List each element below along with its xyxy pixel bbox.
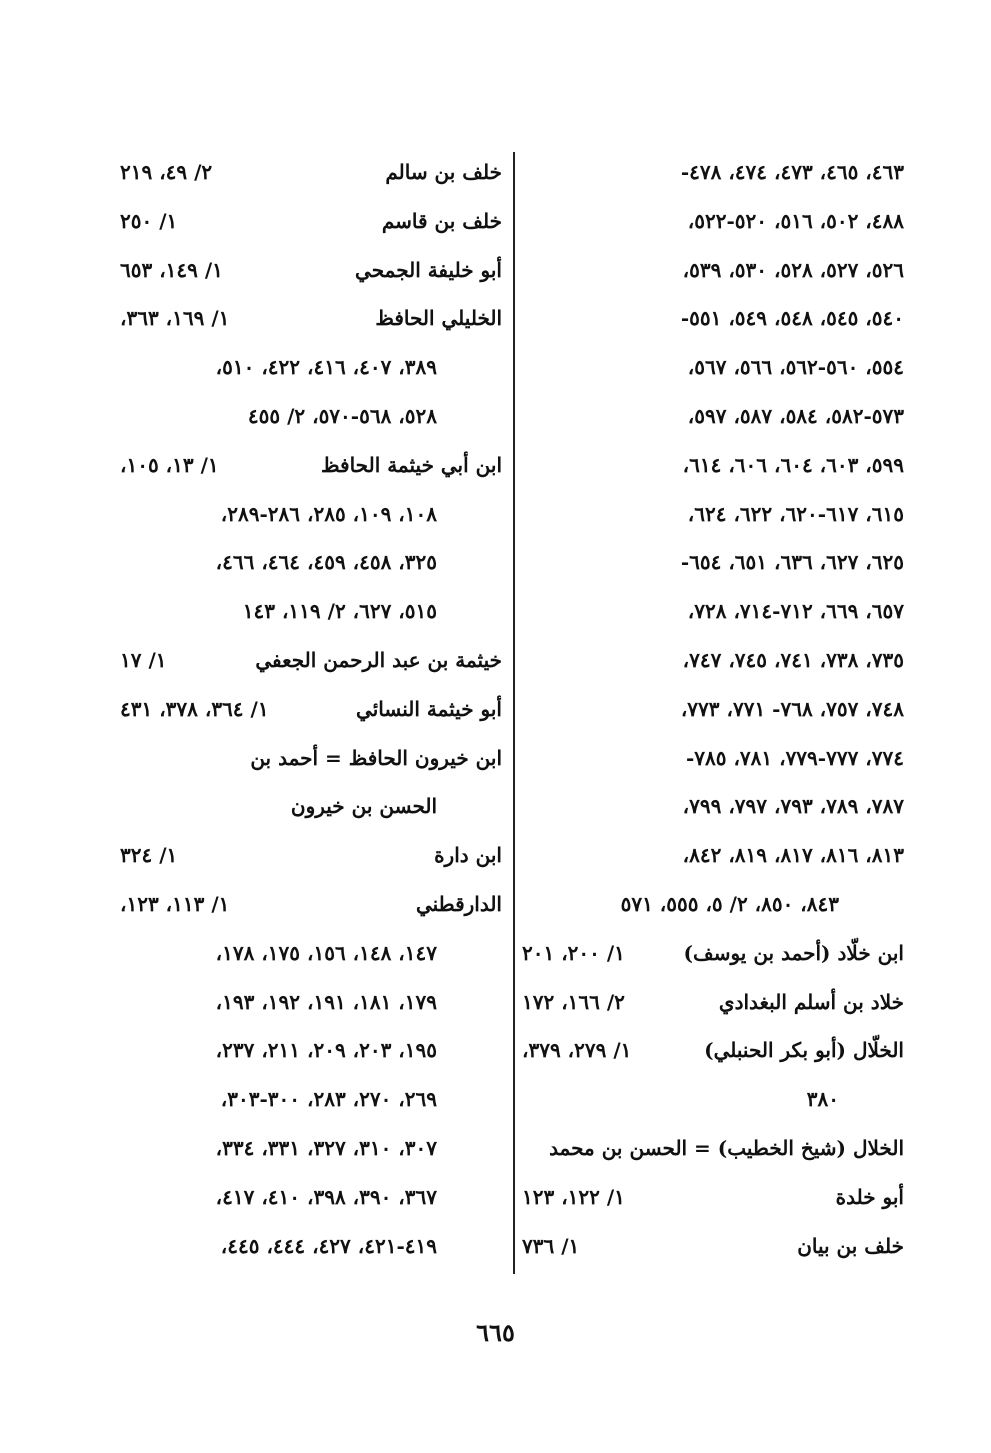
entry-references: ١/ ٣٦٤، ٣٧٨، ٤٣١: [120, 696, 269, 721]
continuation-text: ١٩٥، ٢٠٣، ٢٠٩، ٢١١، ٢٣٧،: [215, 1038, 437, 1063]
entry-references: ٢/ ٤٩، ٢١٩: [120, 160, 213, 184]
index-continuation-line: [522, 538, 904, 587]
index-continuation-line: [522, 831, 904, 880]
index-entry: [522, 1026, 904, 1075]
page-number: ٦٦٥: [476, 1318, 515, 1347]
index-continuation-line: [120, 1222, 502, 1271]
index-entry: [522, 978, 904, 1027]
entry-references: ٢/ ١٦٦، ١٧٢: [522, 989, 625, 1014]
index-continuation-line: [120, 490, 502, 539]
index-column-right: [522, 148, 904, 1270]
index-continuation-line: [120, 1124, 502, 1173]
index-entry: [522, 1222, 904, 1271]
entry-references: ١/ ١٣، ١٠٥،: [120, 452, 219, 477]
entry-name: ابن خلّاد (أحمد بن يوسف): [683, 940, 904, 965]
continuation-text: ٦٥٧، ٦٦٩، ٧١٢-٧١٤، ٧٢٨،: [687, 599, 904, 624]
index-entry: [120, 246, 502, 295]
column-divider: [513, 152, 515, 1274]
continuation-text: ٥٢٨، ٥٦٨-٥٧٠، ٢/ ٤٥٥: [247, 403, 437, 428]
index-continuation-line: [522, 148, 904, 197]
entry-name: خيثمة بن عبد الرحمن الجعفي: [255, 647, 502, 672]
index-column-left: [120, 148, 502, 1270]
continuation-text: ٥٢٦، ٥٢٧، ٥٢٨، ٥٣٠، ٥٣٩،: [682, 257, 904, 282]
index-entry: [120, 197, 502, 246]
index-continuation-line: [522, 587, 904, 636]
index-continuation-line: [522, 197, 904, 246]
entry-name: ابن دارة: [434, 843, 502, 868]
index-entry: [522, 929, 904, 978]
index-continuation-line: [522, 1075, 904, 1124]
entry-name: الخلّال (أبو بكر الحنبلي): [704, 1038, 904, 1063]
entry-references: ١/ ٢٧٩، ٣٧٩،: [522, 1038, 632, 1063]
continuation-text: ٧٨٧، ٧٨٩، ٧٩٣، ٧٩٧، ٧٩٩،: [682, 794, 904, 819]
index-entry: [120, 148, 502, 197]
index-continuation-line: [120, 782, 502, 831]
continuation-text: ٤١٩-٤٢١، ٤٢٧، ٤٤٤، ٤٤٥،: [220, 1233, 437, 1258]
index-continuation-line: [522, 636, 904, 685]
continuation-text: الخلال (شيخ الخطيب) = الحسن بن محمد: [549, 1135, 904, 1160]
continuation-text: ٨١٣، ٨١٦، ٨١٧، ٨١٩، ٨٤٢،: [682, 843, 904, 868]
continuation-text: ٧٤٨، ٧٥٧، ٧٦٨- ٧٧١، ٧٧٣،: [680, 696, 904, 721]
entry-references: ١/ ١١٣، ١٢٣،: [120, 891, 230, 916]
index-continuation-line: [522, 392, 904, 441]
index-entry: [120, 831, 502, 880]
continuation-text: ١٤٧، ١٤٨، ١٥٦، ١٧٥، ١٧٨،: [215, 940, 437, 965]
index-continuation-line: [522, 343, 904, 392]
entry-references: ١/ ١٢٢، ١٢٣: [522, 1184, 625, 1209]
index-continuation-line: [120, 392, 502, 441]
index-continuation-line: [120, 929, 502, 978]
index-entry: [120, 294, 502, 343]
entry-references: ١/ ٢٥٠: [120, 208, 178, 233]
index-continuation-line: [522, 685, 904, 734]
entry-name: خلف بن سالم: [385, 160, 502, 184]
index-continuation-line: [120, 1026, 502, 1075]
index-continuation-line: [522, 1124, 904, 1173]
continuation-text: ٧٧٤، ٧٧٧-٧٧٩، ٧٨١، ٧٨٥-: [685, 745, 904, 770]
entry-name: أبو خلدة: [835, 1184, 904, 1209]
index-continuation-line: [120, 538, 502, 587]
index-continuation-line: [522, 782, 904, 831]
continuation-text: ٥٩٩، ٦٠٣، ٦٠٤، ٦٠٦، ٦١٤،: [682, 452, 904, 477]
index-continuation-line: [522, 734, 904, 783]
entry-references: ١/ ١٧: [120, 647, 167, 672]
index-continuation-line: [522, 880, 904, 929]
index-entry: [120, 636, 502, 685]
continuation-text: ٣٨٠: [806, 1087, 839, 1112]
index-entry: [120, 880, 502, 929]
entry-references: ١/ ٧٣٦: [522, 1233, 580, 1258]
entry-name: أبو خيثمة النسائي: [356, 696, 502, 721]
index-continuation-line: [522, 441, 904, 490]
continuation-text: ٤٨٨، ٥٠٢، ٥١٦، ٥٢٠-٥٢٢،: [687, 208, 904, 233]
index-continuation-line: [522, 294, 904, 343]
continuation-text: ٤٦٣، ٤٦٥، ٤٧٣، ٤٧٤، ٤٧٨-: [680, 160, 904, 184]
index-continuation-line: [120, 734, 502, 783]
continuation-text: ٦١٥، ٦١٧-٦٢٠، ٦٢٢، ٦٢٤،: [687, 501, 904, 526]
continuation-text: ٥٥٤، ٥٦٠-٥٦٢، ٥٦٦، ٥٦٧،: [687, 355, 904, 380]
entry-name: ابن أبي خيثمة الحافظ: [321, 452, 502, 477]
entry-references: ١/ ٢٠٠، ٢٠١: [522, 940, 625, 965]
index-entry: [120, 685, 502, 734]
index-continuation-line: [120, 978, 502, 1027]
index-continuation-line: [120, 1075, 502, 1124]
continuation-text: ١٠٨، ١٠٩، ٢٨٥، ٢٨٦-٢٨٩،: [220, 501, 437, 526]
index-continuation-line: [120, 343, 502, 392]
entry-name: أبو خليفة الجمحي: [355, 257, 502, 282]
index-continuation-line: [120, 587, 502, 636]
continuation-text: ٥٧٣-٥٨٢، ٥٨٤، ٥٨٧، ٥٩٧،: [687, 403, 904, 428]
entry-name: الخليلي الحافظ: [375, 306, 502, 331]
continuation-text: ٦٢٥، ٦٢٧، ٦٣٦، ٦٥١، ٦٥٤-: [680, 550, 904, 575]
continuation-text: ٥١٥، ٦٢٧، ٢/ ١١٩، ١٤٣: [242, 599, 437, 624]
index-entry: [522, 1173, 904, 1222]
continuation-text: ٧٣٥، ٧٣٨، ٧٤١، ٧٤٥، ٧٤٧،: [682, 647, 904, 672]
entry-references: ١/ ٣٢٤: [120, 843, 178, 868]
continuation-text: ٨٤٣، ٨٥٠، ٢/ ٥، ٥٥٥، ٥٧١: [620, 891, 839, 916]
entry-name: خلاد بن أسلم البغدادي: [718, 989, 904, 1014]
index-continuation-line: [120, 1173, 502, 1222]
entry-references: ١/ ١٦٩، ٣٦٣،: [120, 306, 230, 331]
continuation-text: الحسن بن خيرون: [290, 794, 437, 819]
continuation-text: ابن خيرون الحافظ = أحمد بن: [250, 745, 502, 770]
continuation-text: ٣٦٧، ٣٩٠، ٣٩٨، ٤١٠، ٤١٧،: [215, 1184, 437, 1209]
entry-name: خلف بن بيان: [797, 1233, 904, 1258]
continuation-text: ٥٤٠، ٥٤٥، ٥٤٨، ٥٤٩، ٥٥١-: [680, 306, 904, 331]
continuation-text: ٣٠٧، ٣١٠، ٣٢٧، ٣٣١، ٣٣٤،: [215, 1135, 437, 1160]
entry-references: ١/ ١٤٩، ٦٥٣: [120, 257, 223, 282]
entry-name: الدارقطني: [415, 891, 502, 916]
index-entry: [120, 441, 502, 490]
index-continuation-line: [522, 490, 904, 539]
entry-name: خلف بن قاسم: [381, 208, 502, 233]
continuation-text: ٣٢٥، ٤٥٨، ٤٥٩، ٤٦٤، ٤٦٦،: [215, 550, 437, 575]
continuation-text: ٢٦٩، ٢٧٠، ٢٨٣، ٣٠٠-٣٠٣،: [220, 1087, 437, 1112]
index-continuation-line: [522, 246, 904, 295]
continuation-text: ٣٨٩، ٤٠٧، ٤١٦، ٤٢٢، ٥١٠،: [215, 355, 437, 380]
continuation-text: ١٧٩، ١٨١، ١٩١، ١٩٢، ١٩٣،: [215, 989, 437, 1014]
